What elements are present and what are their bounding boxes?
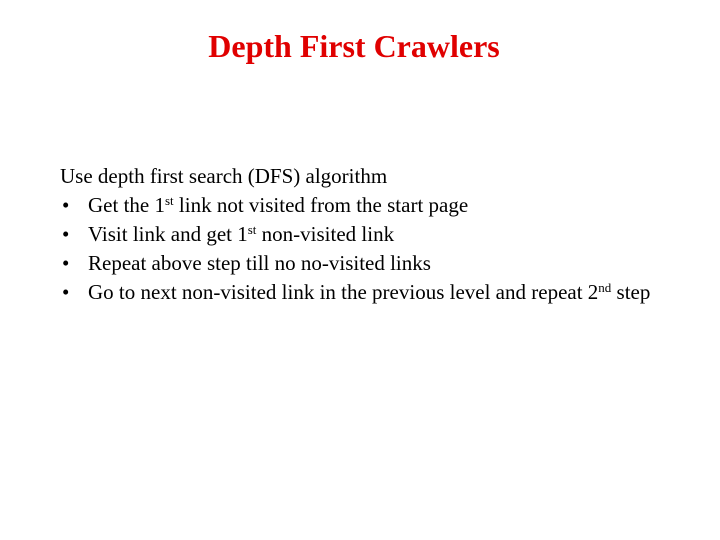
- bullet-icon: •: [62, 222, 70, 246]
- intro-line: Use depth first search (DFS) algorithm: [60, 164, 388, 188]
- bullet-text: non-visited link: [256, 222, 395, 246]
- bullet-icon: •: [62, 280, 70, 304]
- bullet-item: [60, 191, 680, 220]
- bullet-icon: •: [62, 251, 70, 275]
- bullet-list: [60, 191, 680, 307]
- slide-body: [60, 162, 680, 307]
- bullet-text: link not visited from the start page: [173, 193, 469, 217]
- bullet-item: [60, 249, 680, 278]
- bullet-text: step: [611, 280, 651, 304]
- slide-title: Depth First Crawlers: [208, 28, 500, 64]
- ordinal-suffix: nd: [598, 280, 612, 295]
- bullet-text: Repeat above step till no no-visited links: [88, 251, 431, 275]
- ordinal-suffix: st: [164, 193, 174, 208]
- bullet-item: [60, 220, 680, 249]
- bullet-text: Visit link and get 1: [88, 222, 248, 246]
- bullet-icon: •: [62, 193, 70, 217]
- bullet-text: Get the 1: [88, 193, 165, 217]
- ordinal-suffix: st: [247, 222, 257, 237]
- bullet-text: Go to next non-visited link in the previous level and repeat 2: [88, 280, 599, 304]
- bullet-item: [60, 278, 680, 307]
